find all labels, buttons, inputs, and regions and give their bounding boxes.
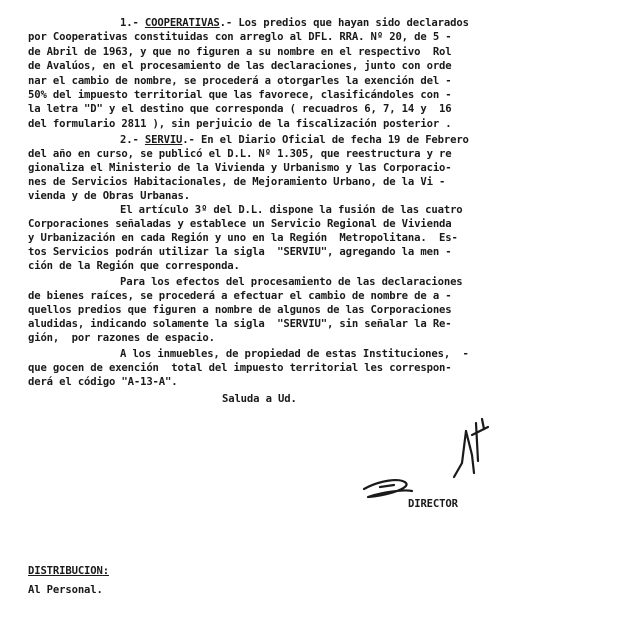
para4-line-0: Para los efectos del procesamiento de las declaraciones — [120, 276, 463, 288]
signature-title: DIRECTOR — [408, 498, 458, 510]
para3-line-4: ción de la Región que corresponda. — [28, 260, 240, 272]
distribution-title-colon: : — [102, 565, 109, 577]
item2-line-1: del año en curso, se publicó el D.L. Nº 1.305, que reestructura y re — [28, 148, 452, 160]
para4-line-3: aludidas, indicando solamente la sigla "SERVIU", sin señalar la Re- — [28, 318, 452, 330]
para3-line-1: Corporaciones señaladas y establece un Servicio Regional de Vivienda — [28, 218, 452, 230]
item1-line-7: del formulario 2811 ), sin perjuicio de la fiscalización posterior . — [28, 118, 452, 130]
para5-line-1: que gocen de exención total del impuesto territorial les correspon- — [28, 362, 452, 374]
item1-line-3: de Avalúos, en el procesamiento de las declaraciones, junto con orde — [28, 60, 452, 72]
para5-line-0: A los inmuebles, de propiedad de estas Instituciones, - — [120, 348, 469, 360]
item2-line-2: gionaliza el Ministerio de la Vivienda y Urbanismo y las Corporacio- — [28, 162, 452, 174]
distribution-recipient: Al Personal. — [28, 584, 103, 596]
item2-line-3: nes de Servicios Habitacionales, de Mejoramiento Urbano, de la Vi - — [28, 176, 446, 188]
item2-heading: SERVIU — [144, 134, 183, 146]
item1-line-6: la letra "D" y el destino que corresponda ( recuadros 6, 7, 14 y 16 — [28, 103, 452, 115]
item1-line-1: por Cooperativas constituidas con arreglo al DFL. RRA. Nº 20, de 5 - — [28, 31, 452, 43]
item2-number: 2.- — [120, 134, 145, 146]
item1-line-4: nar el cambio de nombre, se procederá a otorgarles la exención del - — [28, 75, 452, 87]
distribution-title-text: DISTRIBUCION — [28, 565, 103, 577]
signature-graphic — [350, 415, 510, 505]
item1-line-5: 50% del impuesto territorial que las favorece, clasificándoles con - — [28, 89, 452, 101]
item1-number: 1.- — [120, 17, 145, 29]
item1-first-line — [120, 16, 469, 30]
para3-line-0: El artículo 3º del D.L. dispone la fusión de las cuatro — [120, 204, 463, 216]
item1-line-0: .- Los predios que hayan sido declarados — [219, 17, 469, 29]
item1-line-2: de Abril de 1963, y que no figuren a su nombre en el respectivo Rol — [28, 46, 452, 58]
para3-line-2: y Urbanización en cada Región y uno en la Región Metropolitana. Es- — [28, 232, 458, 244]
item1-heading: COOPERATIVAS — [144, 17, 220, 29]
para5-line-2: derá el código "A-13-A". — [28, 376, 178, 388]
para4-line-2: quellos predios que figuren a nombre de algunos de las Corporaciones — [28, 304, 452, 316]
closing-salutation: Saluda a Ud. — [222, 393, 297, 405]
para3-line-3: tos Servicios podrán utilizar la sigla "SERVIU", agregando la men - — [28, 246, 452, 258]
para4-line-1: de bienes raíces, se procederá a efectuar el cambio de nombre de a - — [28, 290, 452, 302]
item2-first-line — [120, 133, 469, 147]
item2-line-4: vienda y de Obras Urbanas. — [28, 190, 190, 202]
para4-line-4: gión, por razones de espacio. — [28, 332, 215, 344]
distribution-title — [28, 564, 109, 578]
item2-line-0: .- En el Diario Oficial de fecha 19 de Febrero — [182, 134, 469, 146]
